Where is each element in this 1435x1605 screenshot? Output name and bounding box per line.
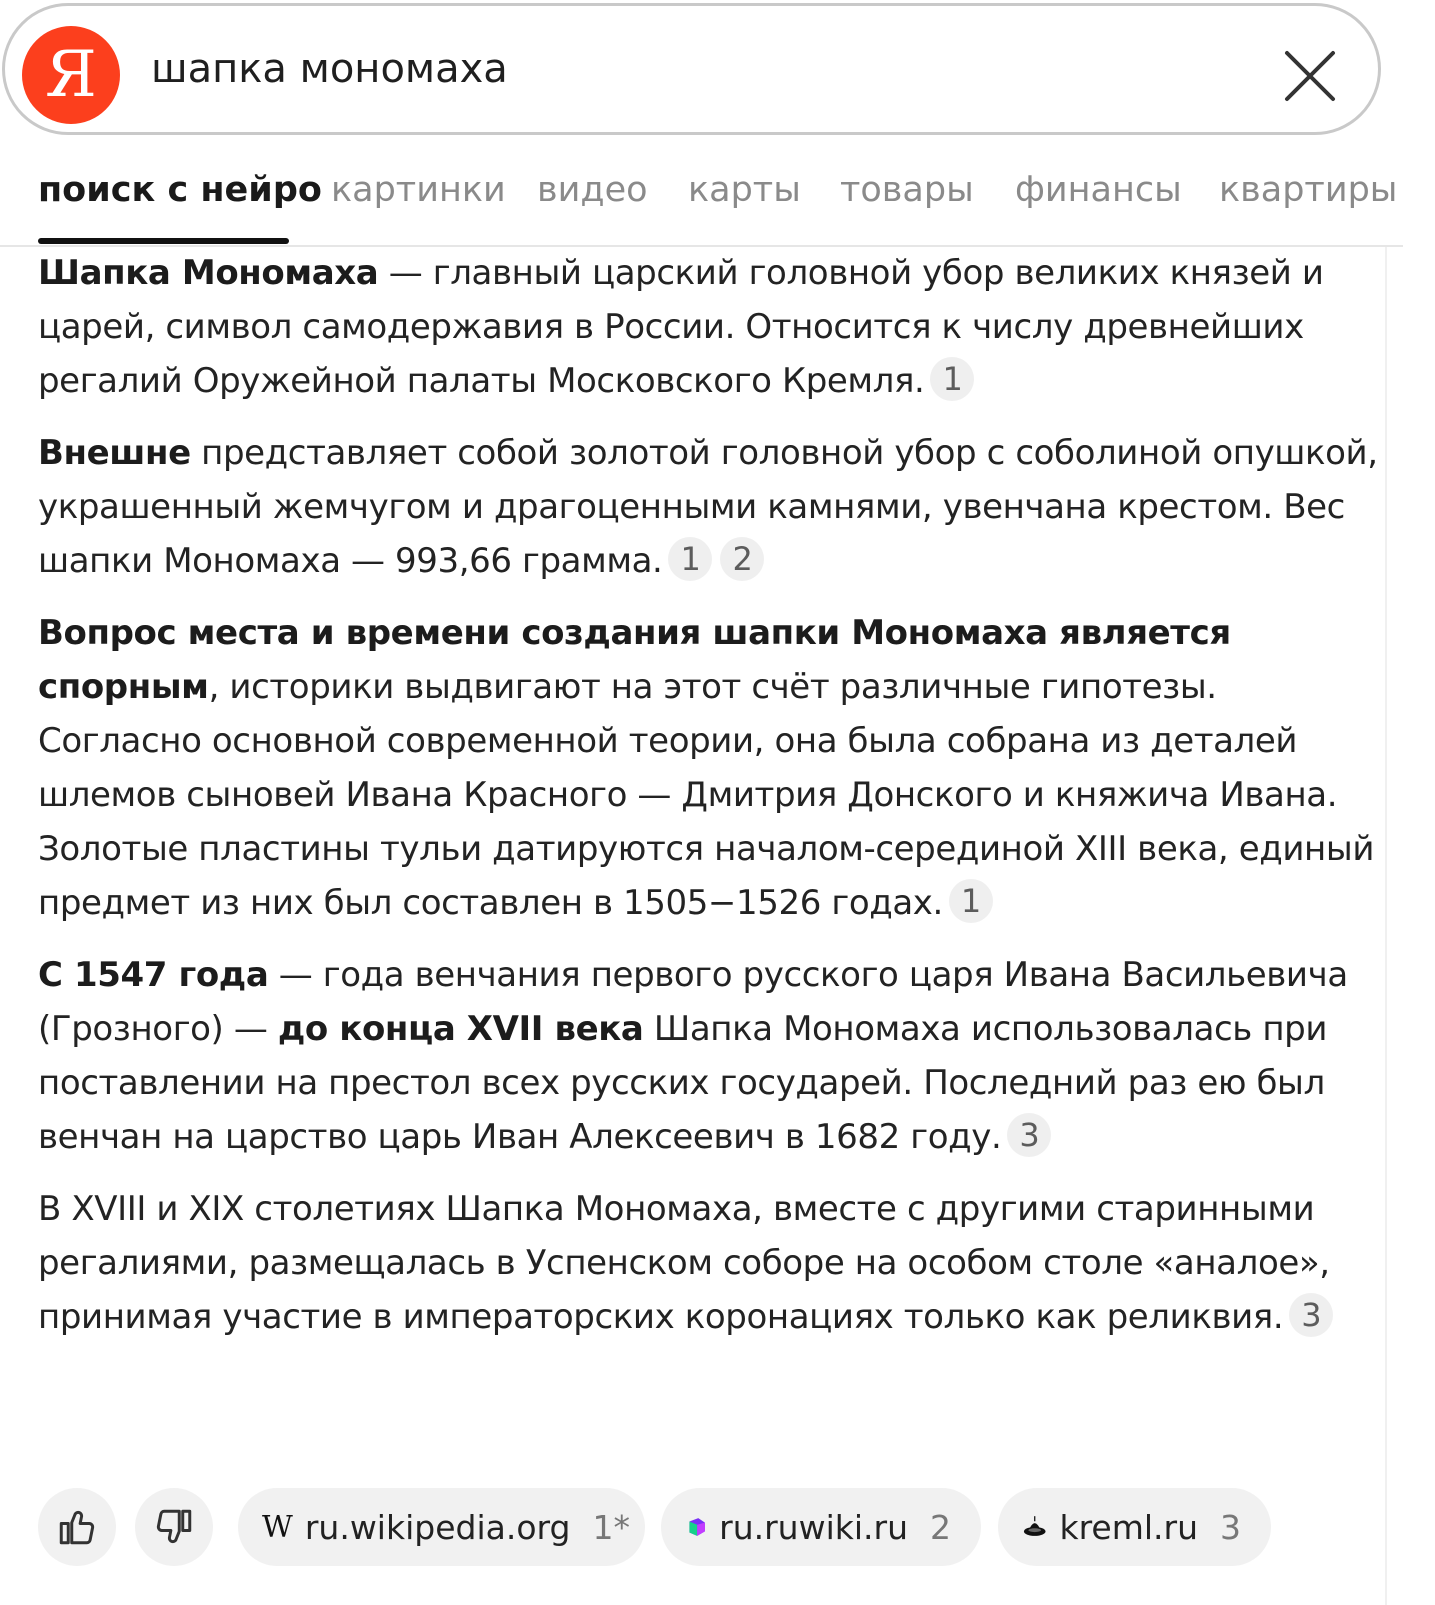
source-ref[interactable]: 1	[949, 879, 993, 923]
source-chip-ruwiki[interactable]	[661, 1488, 981, 1566]
source-ref[interactable]: 3	[1289, 1293, 1333, 1337]
kremlin-icon	[1022, 1507, 1047, 1547]
thumbs-down-icon	[153, 1506, 195, 1548]
active-tab-indicator	[38, 238, 289, 244]
answer-paragraph-2	[38, 426, 1384, 588]
paragraph-1-bold: Шапка Мономаха	[38, 253, 379, 293]
source-chip-kreml[interactable]	[998, 1488, 1271, 1566]
paragraph-3-text: , историки выдвигают на этот счёт различные гипотезы. Согласно основной современной теории, она была собрана из деталей шлемов сыновей Ивана Красного — Дмитрия Донского и княжича Ивана. Золотые пластины тульи датируются началом-серединой XIII века, единый предмет из них был составлен в 1505−1526 годах.	[38, 667, 1375, 923]
answer-paragraph-3	[38, 606, 1384, 930]
paragraph-2-bold: Внешне	[38, 433, 191, 473]
scroll-track	[1385, 247, 1387, 1605]
search-bar[interactable]	[2, 3, 1381, 135]
paragraph-3-bold: Вопрос места и времени создания шапки Мономаха является спорным	[38, 613, 1231, 707]
thumbs-up-icon	[56, 1506, 98, 1548]
paragraph-4-bold-1: С 1547 года	[38, 955, 269, 995]
source-number: 1*	[592, 1507, 630, 1547]
answer-paragraph-5	[38, 1182, 1384, 1344]
dislike-button[interactable]	[135, 1488, 213, 1566]
search-input[interactable]: шапка мономаха	[151, 46, 508, 92]
tab-images[interactable]: картинки	[331, 170, 506, 210]
tab-maps[interactable]: карты	[688, 170, 801, 210]
source-chip-wikipedia[interactable]	[238, 1488, 645, 1566]
search-tabs	[0, 160, 1403, 246]
close-icon[interactable]	[1281, 47, 1339, 105]
answer-paragraph-4	[38, 948, 1384, 1164]
paragraph-1-text: — главный царский головной убор великих князей и царей, символ самодержавия в России. Относится к числу древнейших регалий Оружейной палаты Московского Кремля.	[38, 253, 1324, 401]
wikipedia-icon: W	[262, 1509, 293, 1545]
tab-finance[interactable]: финансы	[1015, 170, 1182, 210]
tab-products[interactable]: товары	[840, 170, 974, 210]
logo-letter: Я	[45, 38, 97, 112]
ruwiki-icon	[685, 1507, 707, 1547]
neuro-answer	[38, 246, 1384, 1362]
source-ref[interactable]: 2	[720, 537, 764, 581]
answer-paragraph-1	[38, 246, 1384, 408]
source-label: ru.wikipedia.org	[304, 1507, 571, 1547]
source-number: 3	[1220, 1507, 1241, 1547]
source-label: kreml.ru	[1059, 1507, 1198, 1547]
source-number: 2	[930, 1507, 951, 1547]
tab-video[interactable]: видео	[537, 170, 648, 210]
yandex-logo[interactable]	[22, 26, 120, 124]
answer-footer	[38, 1488, 1384, 1566]
paragraph-4-bold-2: до конца XVII века	[277, 1009, 644, 1049]
like-button[interactable]	[38, 1488, 116, 1566]
paragraph-4-text-2: Шапка Мономаха использовалась при поставлении на престол всех русских государей. Последний раз ею был венчан на царство царь Иван Алексеевич в 1682 году.	[38, 1009, 1328, 1157]
source-ref[interactable]: 1	[668, 537, 712, 581]
source-ref[interactable]: 1	[930, 357, 974, 401]
paragraph-5-text: В XVIII и XIX столетиях Шапка Мономаха, вместе с другими старинными регалиями, размещалась в Успенском соборе на особом столе «аналое», принимая участие в императорских коронациях только как реликвия.	[38, 1189, 1330, 1337]
tab-apartments[interactable]: квартиры	[1219, 170, 1398, 210]
source-label: ru.ruwiki.ru	[719, 1507, 908, 1547]
tab-neuro-search[interactable]: поиск с нейро	[38, 170, 322, 210]
source-ref[interactable]: 3	[1007, 1113, 1051, 1157]
paragraph-4-text-1: — года венчания первого русского царя Ивана Васильевича (Грозного) —	[38, 955, 1348, 1049]
paragraph-2-text: представляет собой золотой головной убор с соболиной опушкой, украшенный жемчугом и драгоценными камнями, увенчана крестом. Вес шапки Мономаха — 993,66 грамма.	[38, 433, 1378, 581]
